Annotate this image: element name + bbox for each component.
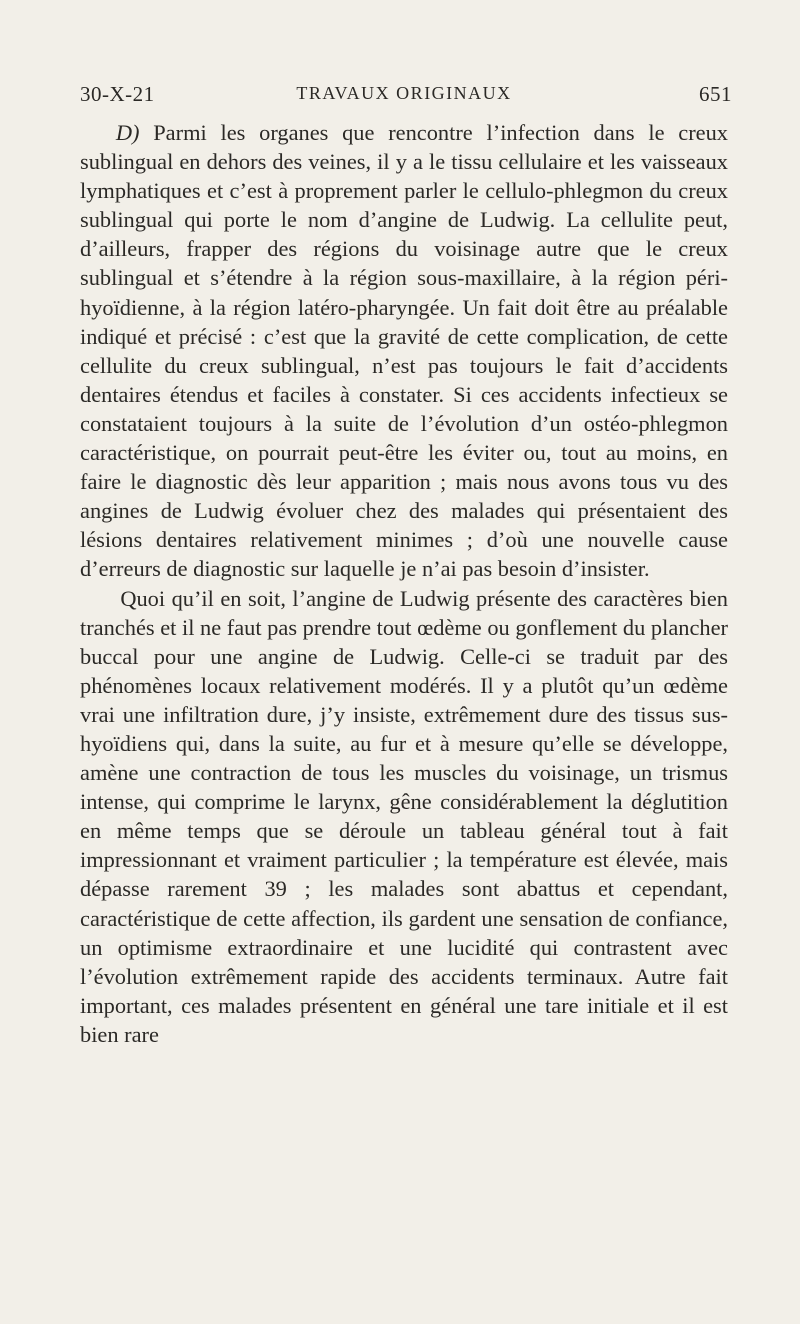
paragraph-1-text: Parmi les organes que rencontre l’infection dans le creux sublingual en dehors des veines, il y a le tissu cellulaire et les vaisseaux lymphatiques et c’est à proprement parler le cellulo-phlegmon du creux sublingual qui porte le nom d’angine de Ludwig. La cellulite peut, d’ailleurs, frapper des régions du voisinage autre que le creux sublingual et s’étendre à la région sous-maxillaire, à la région péri-hyoïdienne, à la région latéro-pharyngée. Un fait doit être au préalable indiqué et précisé : c’est que la gravité de cette complication, de cette cellulite du creux sublingual, n’est pas toujours le fait d’accidents dentaires étendus et faciles à constater. Si ces accidents infectieux se constataient toujours à la suite de l’évolution d’un ostéo-phlegmon caractéristique, on pourrait peut-être les éviter ou, tout au moins, en faire le diagnostic dès leur apparition ; mais nous avons tous vu des angines de Ludwig évoluer chez des malades qui présentaient des lésions dentaires relativement minimes ; d’où une nouvelle cause d’erreurs de diagnostic sur laquelle je n’ai pas besoin d’insister. xyxy=(80,120,728,582)
page-number: 651 xyxy=(699,82,732,106)
running-header xyxy=(80,82,732,118)
section-marker: D) xyxy=(115,120,140,145)
header-date: 30-X-21 xyxy=(80,82,155,106)
header-title: TRAVAUX ORIGINAUX xyxy=(296,83,512,103)
paragraph-2-text: Quoi qu’il en soit, l’angine de Ludwig présente des caractères bien tranchés et il ne faut pas prendre tout œdème ou gonflement du plancher buccal pour une angine de Ludwig. Celle-ci se traduit par des phénomènes locaux relativement modérés. Il y a plutôt qu’un œdème vrai une infiltration dure, j’y insiste, extrêmement dure des tissus sus-hyoïdiens qui, dans la suite, au fur et à mesure qu’elle se développe, amène une contraction de tous les muscles du voisinage, un trismus intense, qui comprime le larynx, gêne considérablement la déglutition en même temps que se déroule un tableau général tout à fait impressionnant et vraiment particulier ; la température est élevée, mais dépasse rarement 39 ; les malades sont abattus et cependant, caractéristique de cette affection, ils gardent une sensation de confiance, un optimisme extraordinaire et une lucidité qui contrastent avec l’évolution extrêmement rapide des accidents terminaux. Autre fait important, ces malades présentent en général une tare initiale et il est bien rare xyxy=(80,585,728,1047)
paragraph-2 xyxy=(80,584,728,1050)
body-text xyxy=(80,118,728,1049)
paragraph-1 xyxy=(80,118,728,584)
book-page xyxy=(80,82,732,1049)
